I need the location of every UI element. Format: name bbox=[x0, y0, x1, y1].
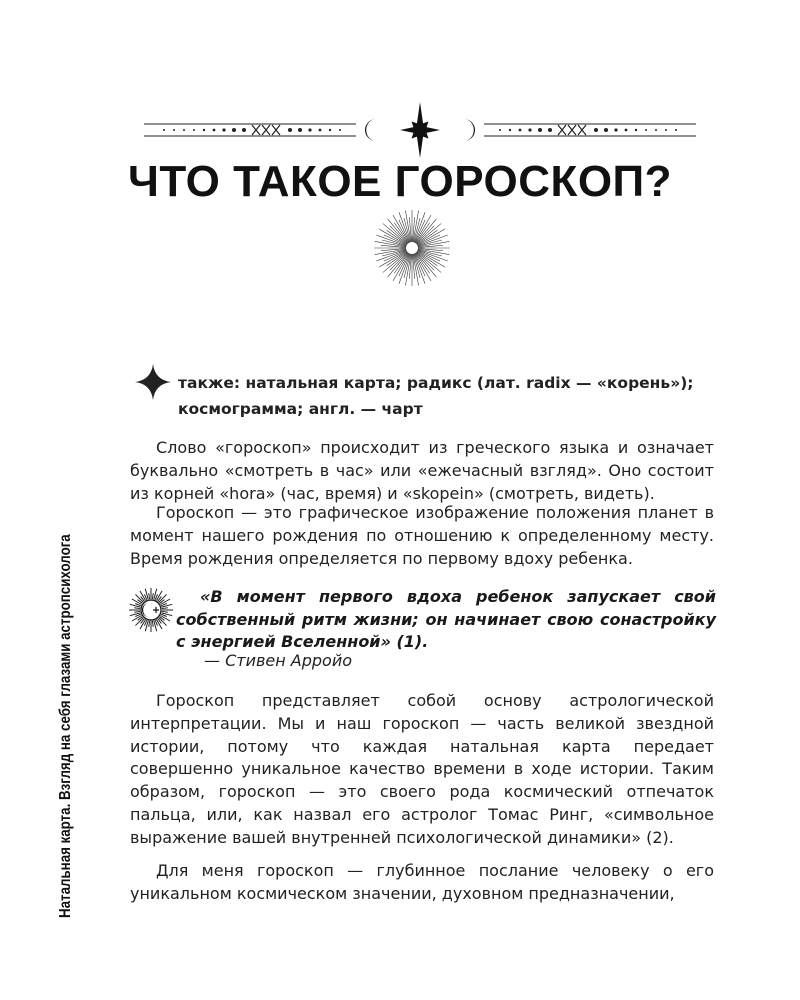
sunburst-icon bbox=[372, 208, 452, 288]
sparkle-icon bbox=[133, 362, 173, 402]
paragraph-definition: Гороскоп — это графическое изображение положения планет в момент нашего рождения по отношению к определенному месту. Время рождения определяется по первому вдоху ребенка. bbox=[130, 503, 714, 568]
quote-author: — Стивен Арройо bbox=[204, 651, 353, 670]
definition-line-2: космограмма; англ. — чарт bbox=[178, 400, 423, 418]
paragraph-personal-view: Для меня гороскоп — глубинное послание человеку о его уникальном космическом значении, духовном предназначении, bbox=[130, 861, 714, 903]
spine-book-title: Натальная карта. Взгляд на себя глазами астропсихолога bbox=[57, 534, 74, 918]
paragraph-etymology: Слово «гороскоп» происходит из греческого языка и означает буквально «смотреть в час» или «ежечасный взгляд». Оно состоит из корней «hora» (час, время) и «skopein» (смотреть, видеть). bbox=[130, 438, 714, 503]
sun-moon-icon bbox=[127, 586, 175, 634]
quote-text: «В момент первого вдоха ребенок запускает свой собственный ритм жизни; он начинает свою сонастройку с энергией Вселенной» (1). bbox=[176, 587, 716, 652]
paragraph-interpretation: Гороскоп представляет собой основу астрологической интерпретации. Мы и наш гороскоп — часть великой звездной истории, потому что каждая натальная карта передает совершенно уникальное качество времени в ходе истории. Таким образом, гороскоп — это своего рода космический отпечаток пальца, или, как назвал его астролог Томас Ринг, «символьное выражение вашей внутренней психологической динамики» (2). bbox=[130, 691, 714, 847]
definition-block bbox=[178, 370, 718, 422]
header-ornament-icon bbox=[140, 100, 700, 160]
page-title: ЧТО ТАКОЕ ГОРОСКОП? bbox=[127, 157, 673, 206]
definition-line-1: также: натальная карта; радикс (лат. radix — «корень»); bbox=[178, 374, 694, 392]
